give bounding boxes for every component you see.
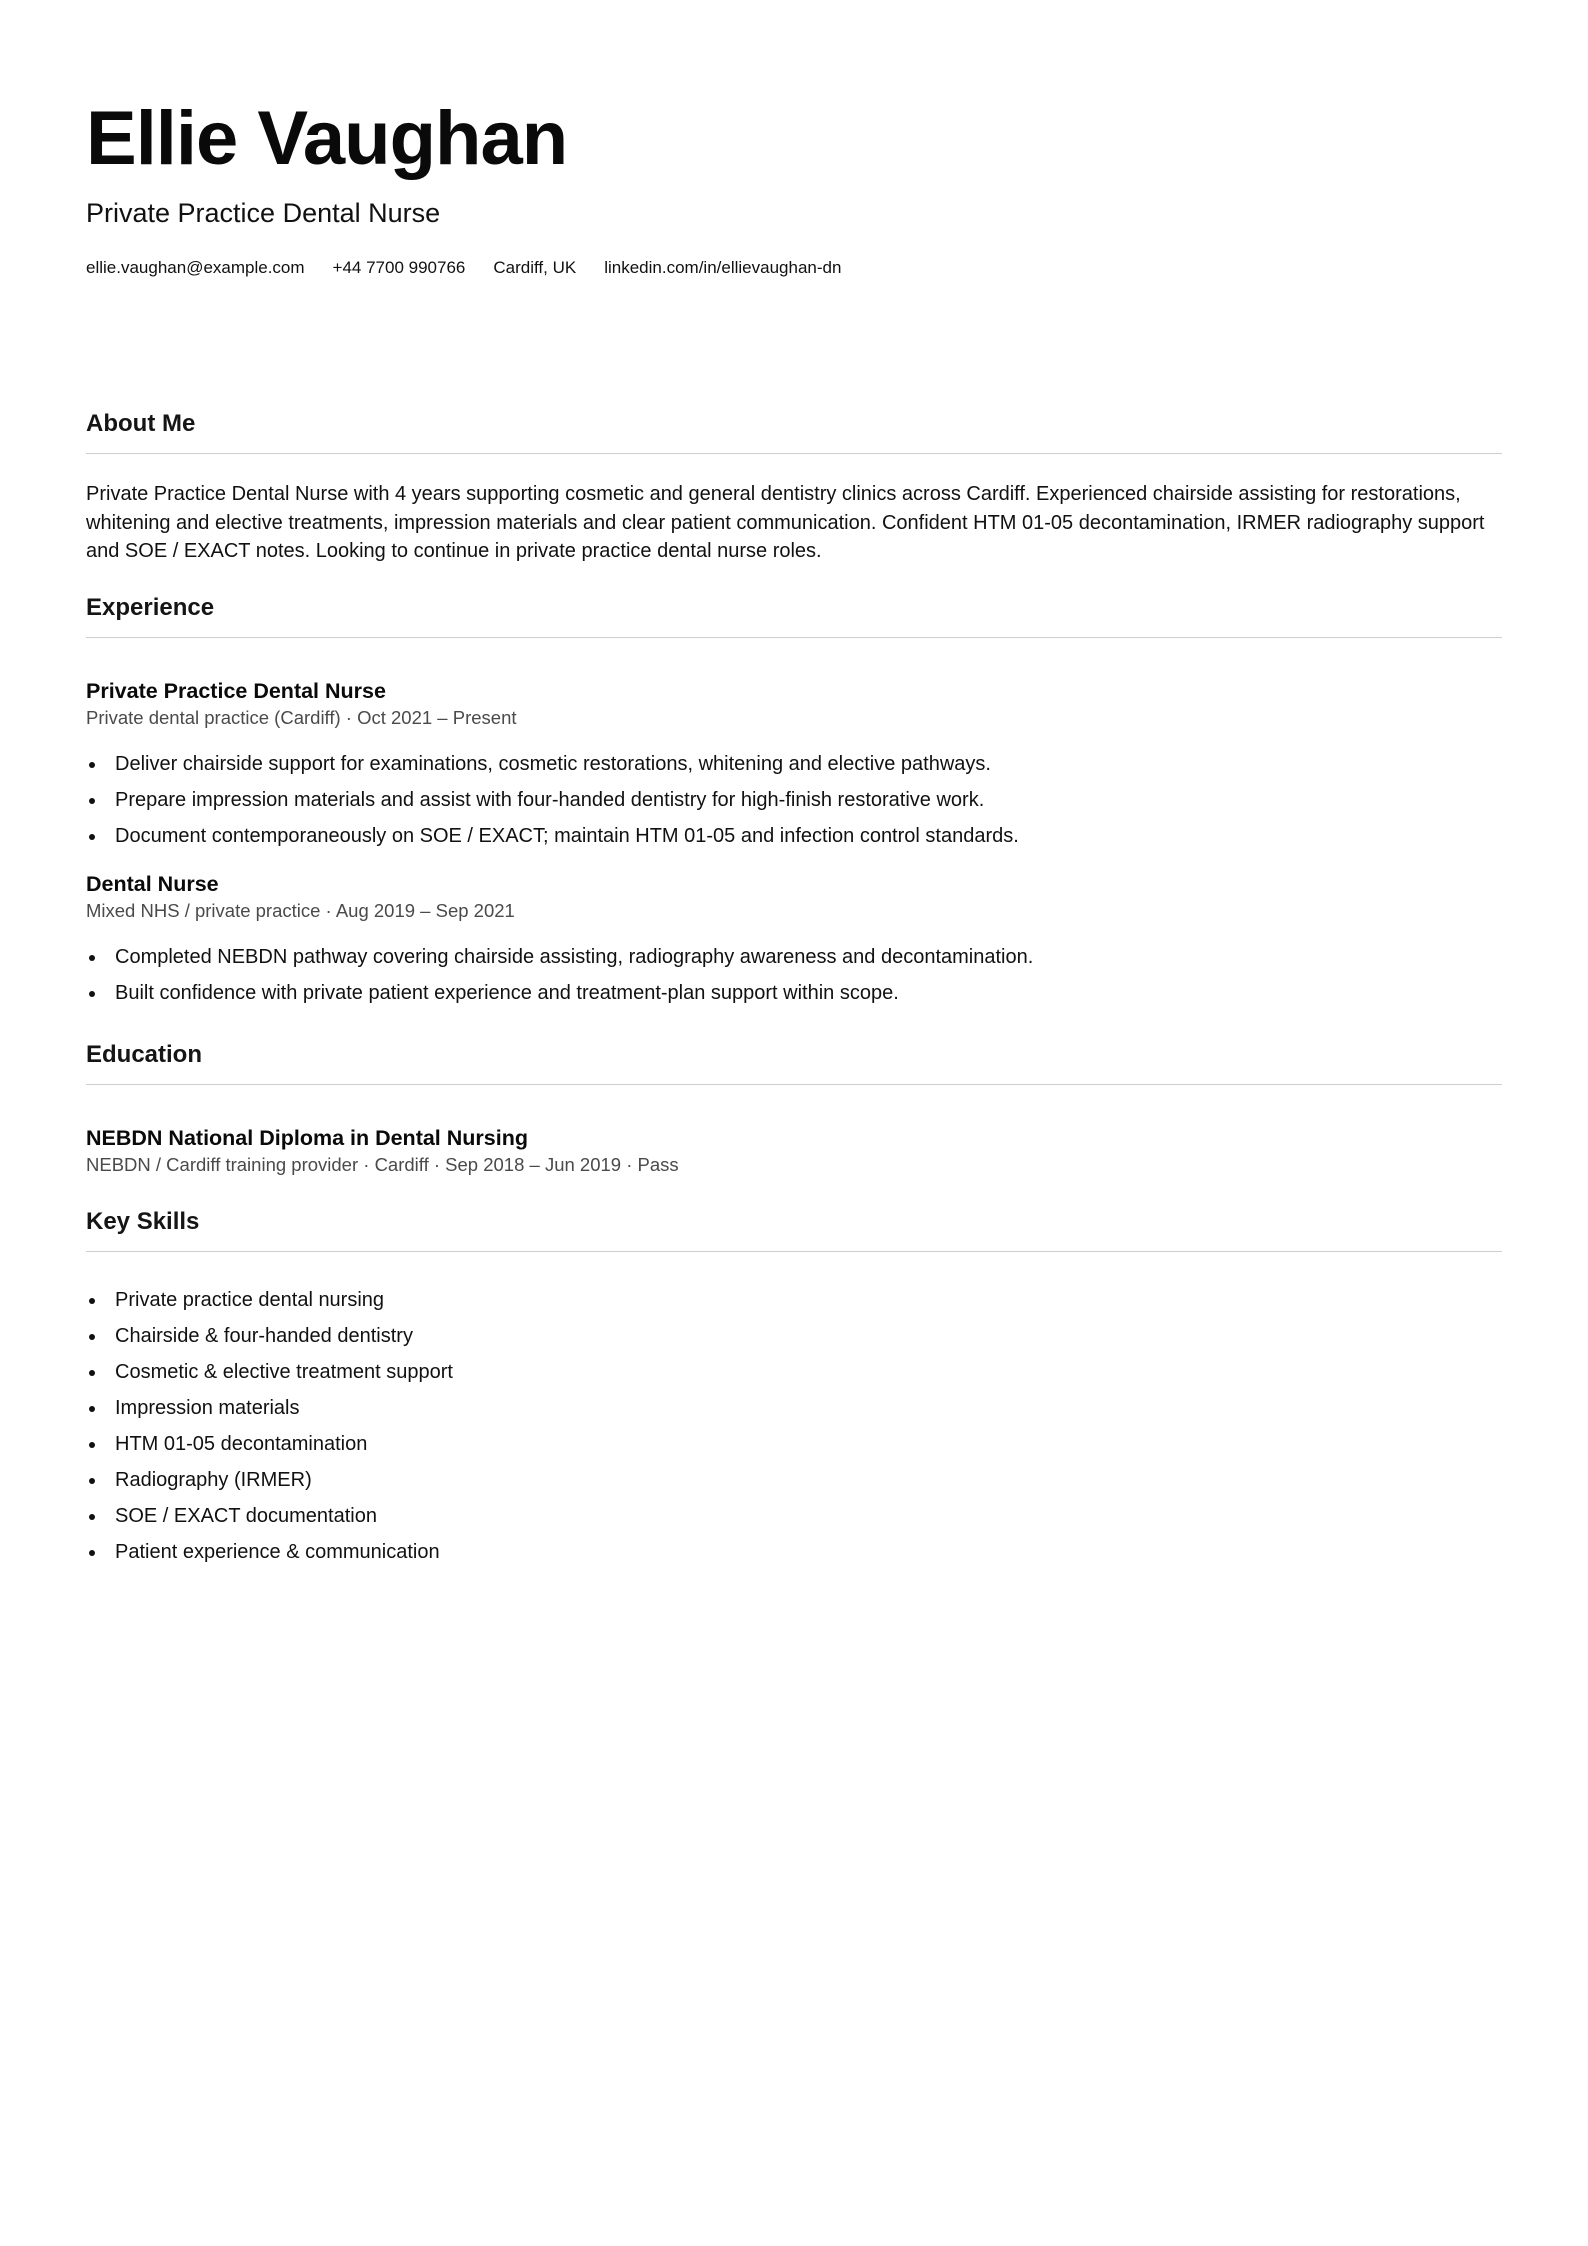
skill-item: SOE / EXACT documentation [86,1504,1502,1529]
job-entry [86,678,1502,849]
job-title: Private Practice Dental Nurse [86,679,386,703]
education-entry [86,1125,1502,1177]
skill-item: Private practice dental nursing [86,1288,1502,1313]
list-item: Document contemporaneously on SOE / EXACT; maintain HTM 01-05 and infection control standards. [86,824,1502,849]
education-section [86,1040,1502,1177]
about-section [86,409,1502,566]
contact-bar [86,257,841,279]
skill-item: HTM 01-05 decontamination [86,1432,1502,1457]
job-entry [86,871,1502,1006]
contact-location: Cardiff, UK [493,258,577,277]
education-meta: NEBDN / Cardiff training provider · Cardiff · Sep 2018 – Jun 2019 · Pass [86,1154,679,1175]
skill-item: Chairside & four-handed dentistry [86,1324,1502,1349]
skill-item: Impression materials [86,1396,1502,1421]
job-title: Dental Nurse [86,872,219,896]
skill-item: Patient experience & communication [86,1540,1502,1565]
section-divider [86,1251,1502,1252]
skills-heading: Key Skills [86,1208,200,1235]
list-item: Deliver chairside support for examinations, cosmetic restorations, whitening and elective pathways. [86,752,1502,777]
education-title: NEBDN National Diploma in Dental Nursing [86,1126,528,1150]
job-bullets [86,945,1502,1006]
skills-list [86,1288,1502,1565]
job-meta: Mixed NHS / private practice · Aug 2019 – Sep 2021 [86,900,515,921]
job-bullets [86,752,1502,849]
list-item: Prepare impression materials and assist with four-handed dentistry for high-finish restorative work. [86,788,1502,813]
job-meta: Private dental practice (Cardiff) · Oct 2021 – Present [86,707,517,728]
skills-section [86,1207,1502,1576]
candidate-title: Private Practice Dental Nurse [86,198,441,228]
list-item: Built confidence with private patient experience and treatment-plan support within scope. [86,981,1502,1006]
section-divider [86,453,1502,454]
contact-phone[interactable]: +44 7700 990766 [332,258,466,277]
list-item: Completed NEBDN pathway covering chairside assisting, radiography awareness and decontamination. [86,945,1502,970]
skill-item: Radiography (IRMER) [86,1468,1502,1493]
contact-email[interactable]: ellie.vaughan@example.com [86,258,305,277]
about-text: Private Practice Dental Nurse with 4 years supporting cosmetic and general dentistry clinics across Cardiff. Experienced chairside assisting for restorations, whitening and elective treatments, impression materials and clear patient communication. Confident HTM 01-05 decontamination, IRMER radiography support and SOE / EXACT notes. Looking to continue in private practice dental nurse roles. [86,483,1485,562]
education-heading: Education [86,1041,203,1068]
candidate-name: Ellie Vaughan [86,96,568,181]
contact-linkedin[interactable]: linkedin.com/in/ellievaughan-dn [604,258,842,277]
section-divider [86,637,1502,638]
about-heading: About Me [86,410,196,437]
skill-item: Cosmetic & elective treatment support [86,1360,1502,1385]
experience-section [86,593,1502,1017]
section-divider [86,1084,1502,1085]
experience-heading: Experience [86,594,215,621]
